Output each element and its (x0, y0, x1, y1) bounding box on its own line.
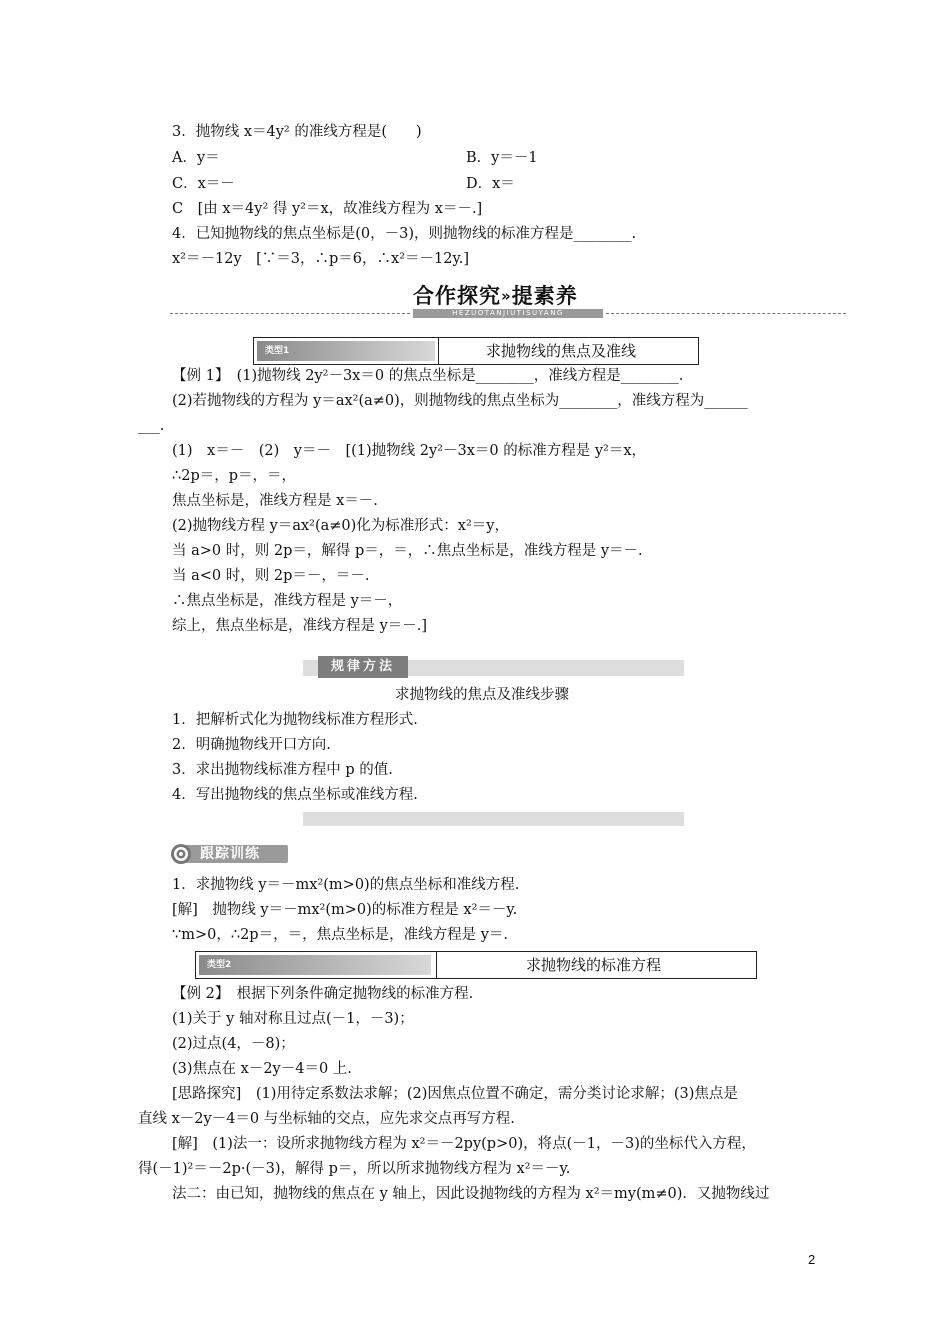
section-banner (413, 280, 603, 316)
text-line: [解] 抛物线 y＝－mx²(m>0)的标准方程是 x²＝－y. (172, 902, 518, 918)
text-line: C [由 x＝4y² 得 y²＝x，故准线方程为 x＝－.] (172, 201, 483, 217)
text-line: 4．已知抛物线的焦点坐标是(0，－3)，则抛物线的标准方程是________. (172, 226, 637, 242)
text-line: 1．求抛物线 y＝－mx²(m>0)的焦点坐标和准线方程. (172, 877, 520, 893)
type-1-tag (257, 341, 435, 361)
training-label: 跟踪训练 (200, 846, 260, 862)
page-number: 2 (808, 1252, 816, 1267)
text-line: 焦点坐标是，准线方程是 x＝－. (172, 493, 378, 509)
type-1-title: 求抛物线的焦点及准线 (486, 342, 637, 360)
type-2-header (195, 951, 757, 979)
text-line: ___. (138, 418, 165, 434)
banner-title: 合作探究 (413, 284, 501, 308)
text-line: 【例 1】 (1)抛物线 2y²－3x＝0 的焦点坐标是________，准线方程是________. (172, 368, 684, 384)
text-line: C．x＝－ (172, 176, 235, 192)
training-label-block (170, 843, 288, 865)
text-line: B．y＝－1 (466, 150, 538, 166)
text-line: (1)关于 y 轴对称且过点(－1，－3)； (172, 1011, 414, 1027)
text-line: 3．抛物线 x＝4y² 的准线方程是( ) (172, 124, 422, 140)
divider-left (170, 313, 410, 314)
banner-arrow-icon: » (501, 287, 512, 305)
text-line: 4．写出抛物线的焦点坐标或准线方程. (172, 787, 418, 803)
type-1-tag-label: 类型1 (265, 346, 290, 356)
text-line: 法二：由已知，抛物线的焦点在 y 轴上，因此设抛物线的方程为 x²＝my(m≠0)．又抛物线过 (172, 1186, 770, 1202)
divider-right (606, 313, 846, 314)
text-line: [解] (1)法一：设所求抛物线方程为 x²＝－2py(p>0)，将点(－1，－3)的坐标代入方程， (172, 1136, 756, 1152)
text-line: 综上，焦点坐标是，准线方程是 y＝－.] (172, 618, 428, 634)
banner-title-2: 提素养 (511, 284, 578, 308)
text-line: x²＝－12y [∵＝3，∴p＝6，∴x²＝－12y.] (172, 251, 469, 267)
text-line: 直线 x－2y－4＝0 与坐标轴的交点，应先求交点再写方程. (138, 1111, 515, 1127)
method-bottom-band (303, 812, 684, 826)
text-line: 求抛物线的焦点及准线步骤 (395, 687, 569, 703)
banner-subtitle: HEZUOTANJIUTISUYANG (413, 309, 603, 318)
text-line: D．x＝ (466, 176, 515, 192)
method-label: 规律方法 (318, 656, 408, 678)
text-line: 当 a<0 时，则 2p＝－，＝－. (172, 568, 370, 584)
text-line: (2)过点(4，－8)； (172, 1036, 295, 1052)
text-line: 2．明确抛物线开口方向. (172, 737, 331, 753)
type-2-tag (199, 955, 431, 975)
text-line: (1) x＝－ (2) y＝－ [(1)抛物线 2y²－3x＝0 的标准方程是 y²＝x， (172, 443, 647, 459)
text-line: A．y＝ (172, 150, 220, 166)
text-line: 得(－1)²＝－2p·(－3)，解得 p＝，所以所求抛物线方程为 x²＝－y. (138, 1161, 571, 1177)
target-icon (170, 843, 192, 865)
text-line: 1．把解析式化为抛物线标准方程形式. (172, 712, 418, 728)
text-line: (2)抛物线方程 y＝ax²(a≠0)化为标准形式：x²＝y， (172, 518, 509, 534)
text-line: 【例 2】 根据下列条件确定抛物线的标准方程. (172, 986, 474, 1002)
type-2-tag-label: 类型2 (207, 960, 232, 970)
text-line: (3)焦点在 x－2y－4＝0 上. (172, 1061, 352, 1077)
text-line: ∴焦点坐标是，准线方程是 y＝－， (172, 593, 403, 609)
text-line: ∵m>0，∴2p＝，＝，焦点坐标是，准线方程是 y＝. (172, 927, 508, 943)
type-2-title: 求抛物线的标准方程 (526, 956, 662, 974)
text-line: ∴2p＝，p＝，＝， (172, 468, 297, 484)
text-line: (2)若抛物线的方程为 y＝ax²(a≠0)，则抛物线的焦点坐标为________，准线方程为______ (172, 393, 748, 409)
text-line: [思路探究] (1)用待定系数法求解；(2)因焦点位置不确定，需分类讨论求解；(3)焦点是 (172, 1086, 738, 1102)
text-line: 当 a>0 时，则 2p＝，解得 p＝，＝，∴焦点坐标是，准线方程是 y＝－. (172, 543, 643, 559)
text-line: 3．求出抛物线标准方程中 p 的值. (172, 762, 393, 778)
type-1-header (253, 337, 699, 365)
